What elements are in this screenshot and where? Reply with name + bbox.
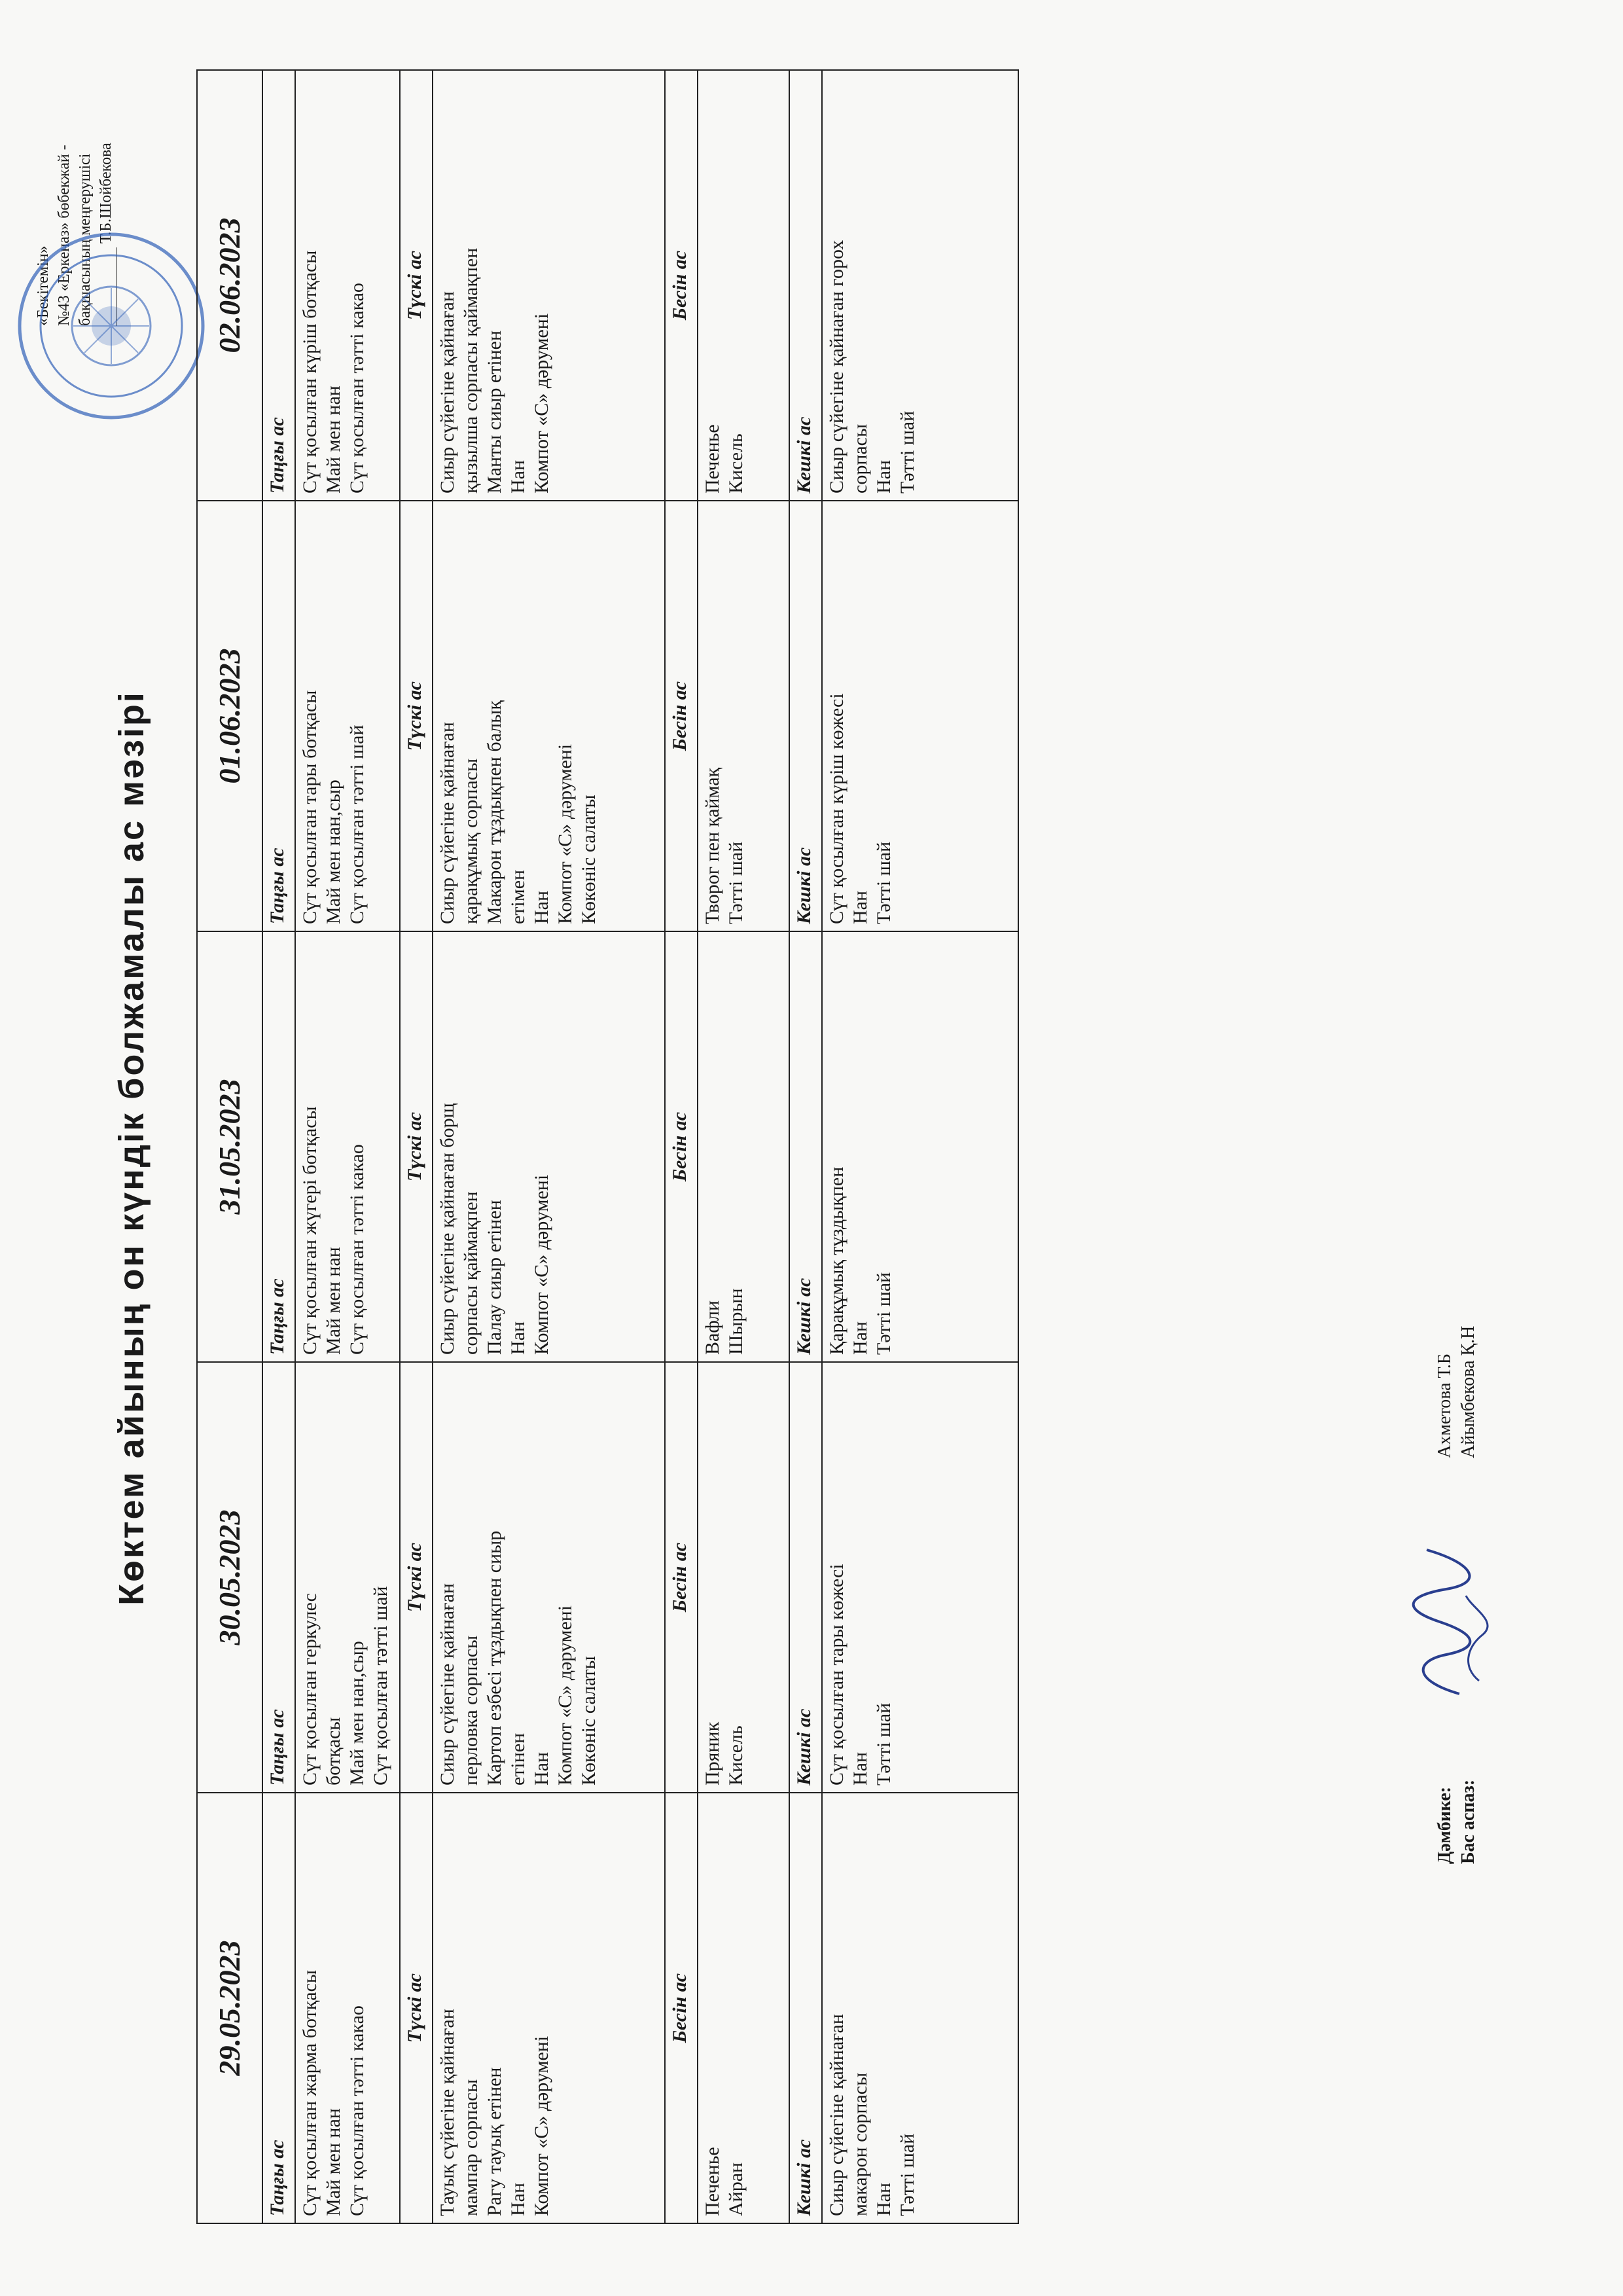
approval-line-1: «Бекітемін» xyxy=(35,245,52,326)
dish-item: Тәтті шай xyxy=(873,1272,895,1355)
lunch-label: Түскі ас xyxy=(400,70,433,501)
dish-item: Сиыр сүйегіне қайнаған горох xyxy=(826,240,847,493)
menu-table xyxy=(196,69,1019,2224)
dish-item: Қарақұмық тұздықпен xyxy=(826,1166,847,1355)
dish-item: Нан xyxy=(849,1321,871,1355)
breakfast-items xyxy=(295,1362,400,1793)
dish-item: Кисель xyxy=(725,1725,747,1785)
dish-item: Тәтті шай xyxy=(897,2133,918,2216)
dish-item: Пряник xyxy=(702,1721,723,1785)
snack-items xyxy=(698,501,789,931)
dish-item: Кисель xyxy=(725,433,747,493)
dish-item: Рагу тауық етінен xyxy=(484,2067,505,2216)
dish-item: Нан xyxy=(507,2182,529,2216)
breakfast-label: Таңғы ас xyxy=(262,501,295,931)
dish-item: Нан xyxy=(873,2182,895,2216)
lunch-label: Түскі ас xyxy=(400,501,433,931)
lunch-items xyxy=(433,70,665,501)
dietitian-name: Ахметова Т.Б xyxy=(1435,1354,1455,1458)
dinner-label: Кешкі ас xyxy=(789,1793,822,2223)
dish-item: Компот «С» дәрумені xyxy=(531,313,552,493)
approval-line-3: бақшасының меңгерушісі xyxy=(77,153,94,326)
dish-item: Айран xyxy=(725,2162,747,2216)
dish-item: Тәтті шай xyxy=(873,841,895,924)
dinner-items xyxy=(822,501,1018,931)
snack-items xyxy=(698,1362,789,1793)
lunch-items xyxy=(433,501,665,931)
dish-item: Нан xyxy=(849,890,871,924)
dinner-items xyxy=(822,1793,1018,2223)
page-title: Көктем айының он күндік болжамалы ас мәзірі xyxy=(112,691,151,1605)
dish-item: Нан xyxy=(873,459,895,493)
dinner-label: Кешкі ас xyxy=(789,931,822,1362)
dish-item: Май мен нан,сыр xyxy=(323,780,344,924)
dish-item: Май мен нан xyxy=(323,386,344,493)
approval-line-2: №43 «Еркеназ» бөбекжай - xyxy=(56,145,73,326)
dish-item: Компот «С» дәрумені xyxy=(554,744,576,924)
lunch-items xyxy=(433,931,665,1362)
dish-item: Нан xyxy=(531,1751,552,1785)
dish-item: ботқасы xyxy=(323,1717,344,1785)
dish-item: Көкөніс салаты xyxy=(578,1656,599,1785)
dish-item: Нан xyxy=(507,459,529,493)
chef-name: Айымбекова Қ.Н xyxy=(1458,1325,1478,1458)
dish-item: Компот «С» дәрумені xyxy=(531,1174,552,1355)
chef-role: Бас аспаз: xyxy=(1458,1779,1478,1864)
dinner-items xyxy=(822,931,1018,1362)
snack-label: Бесін ас xyxy=(665,1793,698,2223)
breakfast-label: Таңғы ас xyxy=(262,931,295,1362)
breakfast-label: Таңғы ас xyxy=(262,1793,295,2223)
date-header: 01.06.2023 xyxy=(197,501,262,931)
dish-item: Сүт қосылған тәтті какао xyxy=(346,283,368,493)
dish-item: Нан xyxy=(849,1751,871,1785)
dish-item: Сүт қосылған тәтті шай xyxy=(370,1586,391,1785)
lunch-items xyxy=(433,1793,665,2223)
dish-item: Май мен нан xyxy=(323,2108,344,2216)
dish-item: Творог пен қаймақ xyxy=(702,767,723,924)
dish-item: Сүт қосылған геркулес xyxy=(299,1593,321,1785)
dish-item: сорпасы xyxy=(849,423,871,493)
dish-item: Сүт қосылған тәтті какао xyxy=(346,1144,368,1355)
snack-label: Бесін ас xyxy=(665,501,698,931)
date-header: 29.05.2023 xyxy=(197,1793,262,2223)
dish-item: Картоп езбесі тұздықпен сиыр xyxy=(484,1530,505,1785)
dish-item: Сүт қосылған тәтті какао xyxy=(346,2005,368,2216)
dish-item: Сүт қосылған тары көжесі xyxy=(826,1564,847,1785)
dish-item: Көкөніс салаты xyxy=(578,795,599,924)
dish-item: Нан xyxy=(507,1321,529,1355)
dish-item: Компот «С» дәрумені xyxy=(531,2036,552,2216)
dish-item: Сүт қосылған жүгері ботқасы xyxy=(299,1106,321,1355)
breakfast-items xyxy=(295,1793,400,2223)
dish-item: Сүт қосылған тары ботқасы xyxy=(299,690,321,924)
dish-item: Шырын xyxy=(725,1288,747,1355)
dish-item: Тәтті шай xyxy=(873,1702,895,1785)
dinner-label: Кешкі ас xyxy=(789,501,822,931)
dish-item: Сүт қосылған тәтті шай xyxy=(346,725,368,924)
lunch-label: Түскі ас xyxy=(400,1793,433,2223)
dinner-items xyxy=(822,70,1018,501)
dish-item: Сүт қосылған күріш ботқасы xyxy=(299,250,321,493)
dish-item: Макарон тұздықпен балық xyxy=(484,700,505,924)
date-header: 30.05.2023 xyxy=(197,1362,262,1793)
lunch-label: Түскі ас xyxy=(400,931,433,1362)
date-header: 31.05.2023 xyxy=(197,931,262,1362)
snack-label: Бесін ас xyxy=(665,1362,698,1793)
breakfast-items xyxy=(295,70,400,501)
dietitian-role: Дәмбике: xyxy=(1435,1786,1455,1864)
signoff-block xyxy=(1433,1326,1480,1864)
dish-item: макарон сорпасы xyxy=(849,2072,871,2216)
snack-label: Бесін ас xyxy=(665,70,698,501)
dish-item: Тауық сүйегіне қайнаған xyxy=(437,2009,458,2216)
dish-item: Сиыр сүйегіне қайнаған xyxy=(826,2014,847,2216)
dish-item: қызылша сорпасы қаймақпен xyxy=(460,247,482,493)
dish-item: Тәтті шай xyxy=(725,841,747,924)
dish-item: Вафли xyxy=(702,1300,723,1355)
dish-item: Сүт қосылған жарма ботқасы xyxy=(299,1969,321,2216)
dish-item: Компот «С» дәрумені xyxy=(554,1605,576,1785)
snack-items xyxy=(698,1793,789,2223)
dish-item: қарақұмық сорпасы xyxy=(460,758,482,924)
breakfast-items xyxy=(295,501,400,931)
snack-items xyxy=(698,70,789,501)
dish-item: Палау сиыр етінен xyxy=(484,1200,505,1355)
snack-label: Бесін ас xyxy=(665,931,698,1362)
dish-item: етінен xyxy=(507,1732,529,1785)
dish-item: Печенье xyxy=(702,424,723,493)
dish-item: етімен xyxy=(507,869,529,924)
breakfast-items xyxy=(295,931,400,1362)
dish-item: Сиыр сүйегіне қайнаған xyxy=(437,722,458,924)
dish-item: Тәтті шай xyxy=(897,410,918,493)
dinner-label: Кешкі ас xyxy=(789,1362,822,1793)
dish-item: Манты сиыр етінен xyxy=(484,330,505,493)
breakfast-label: Таңғы ас xyxy=(262,70,295,501)
date-header: 02.06.2023 xyxy=(197,70,262,501)
dish-item: Нан xyxy=(531,890,552,924)
dish-item: сорпасы қаймақпен xyxy=(460,1191,482,1355)
lunch-label: Түскі ас xyxy=(400,1362,433,1793)
breakfast-label: Таңғы ас xyxy=(262,1362,295,1793)
dinner-items xyxy=(822,1362,1018,1793)
dish-item: Сиыр сүйегіне қайнаған xyxy=(437,291,458,493)
dish-item: перловка сорпасы xyxy=(460,1635,482,1785)
snack-items xyxy=(698,931,789,1362)
dish-item: Май мен нан,сыр xyxy=(346,1641,368,1785)
dish-item: Май мен нан xyxy=(323,1247,344,1355)
dish-item: Печенье xyxy=(702,2147,723,2216)
dish-item: Сүт қосылған күріш көжесі xyxy=(826,693,847,924)
dish-item: Сиыр сүйегіне қайнаған xyxy=(437,1583,458,1785)
dish-item: Сиыр сүйегіне қайнаған борщ xyxy=(437,1103,458,1355)
dinner-label: Кешкі ас xyxy=(789,70,822,501)
lunch-items xyxy=(433,1362,665,1793)
dish-item: мампар сорпасы xyxy=(460,2079,482,2216)
approval-line-4: Т.Б.Шойбекова xyxy=(98,143,115,243)
